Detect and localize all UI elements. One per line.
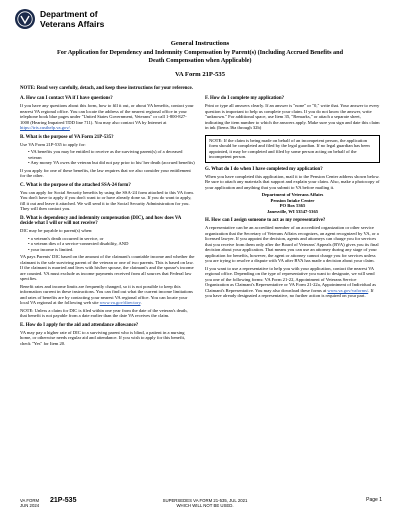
- footer-form-number: 21P-535: [50, 497, 77, 504]
- section-e: [20, 323, 195, 347]
- footer-supersedes-line1: SUPERSEDES VA FORM 21-535, JUL 2021: [162, 498, 248, 503]
- section-b-intro: Use VA Form 21P-535 to apply for:: [20, 141, 86, 147]
- section-a-body: If you have any questions about this form, how to fill it out, or about VA benefits, contact your nearest VA regional office. You can locate the address of the nearest regional office in your telephone book blue pages under "United States Government, Veterans" or call 1-800-827-1000 (Hearing Impaired TDD line 711). You may also contact VA by Internet at: [20, 103, 194, 125]
- va-header: [14, 6, 214, 36]
- agency-line1: Department of: [40, 9, 98, 19]
- section-h-heading: H. How can I assign someone to act as my representative?: [205, 218, 326, 224]
- top-note-label: NOTE:: [20, 86, 36, 91]
- agency-line2: Veterans Affairs: [40, 19, 105, 29]
- section-d-heading: D. What is dependency and indemnity compensation (DIC), and how does VA decide what I will or will not receive?: [20, 215, 182, 226]
- footer-supersedes: [140, 498, 270, 508]
- footer-supersedes-line2: WHICH WILL NOT BE USED.: [176, 503, 234, 508]
- section-e-text: VA may pay a higher rate of DIC to a surviving parent who is blind, a patient in a nursing home, or otherwise needs regular aid and attendance. If you wish to apply for this benefit, check "Yes" for Item 20.: [20, 329, 186, 346]
- top-note: [20, 86, 193, 91]
- doc-subtitle: [0, 49, 400, 64]
- section-d-list: [28, 236, 195, 253]
- section-b-list: [28, 149, 195, 166]
- list-item: • a veteran dies of a service-connected disability, AND: [28, 241, 195, 247]
- section-h-forms: [205, 266, 380, 299]
- form-number-title: VA Form 21P-535: [174, 71, 226, 78]
- section-g-text: When you have completed this application, mail it to the Pension Center address shown below. Be sure to attach any materials that support and explain your claim. Also, make a photocopy of your application and anything that you submit to VA before mailing it.: [205, 173, 380, 190]
- doc-subtitle-line1: For Application for Dependency and Indemnity Compensation by Parent(s) (Including Accrued Benefits and: [56, 49, 344, 56]
- section-d-rates: [20, 284, 195, 306]
- doc-title: General Instructions: [170, 40, 230, 47]
- ask-va-link[interactable]: https://iris.custhelp.va.gov/: [20, 125, 70, 130]
- section-g-heading: G. What do I do when I have completed my application?: [205, 166, 323, 172]
- list-item: • VA benefits you may be entitled to receive as the surviving parent(s) of a deceased veteran: [28, 149, 195, 160]
- address-line: PO Box 5365: [279, 203, 306, 209]
- section-f-text: Print or type all answers clearly. If an answer is "none" or "0," write that. Your answer to every question is important to help us complete your claim. If you do not know the answer, write "unknown." For additional space, use Item 35, "Remarks," or attach a separate sheet, indicating the item number to which the answers apply. Make sure you sign and date this claim in ink (Items 36a through 32b): [205, 103, 380, 130]
- footer-form-meta: [20, 498, 39, 508]
- right-column: [205, 96, 380, 303]
- section-d-rates-body: Benefit rates and income limits are frequently changed, so it is not possible to keep this information current in these instructions. You can find out what the current income limitations and rates of benefits are by contacting your nearest VA regional office. You can locate your local VA regional at the following web site: [20, 283, 193, 305]
- section-c: [20, 183, 195, 212]
- section-h-text: A representative can be an accredited member of an accredited organization or other service organization that the Secretary of Veterans Affairs recognizes, an agent recognized by VA, or a licensed lawyer. If you appoint the decision, agents and attorneys can charge you for services that you receive from them only after the Board of Veterans' Appeals (BVA) gives you its final decision about your application. That means you can use an attorney during any stage of your application for benefits, however, the agent or attorney cannot charge you for services unless you are trying to resolve a dispute with VA after BVA has made a decision about your claim.: [205, 225, 379, 264]
- section-e-heading: E. How do I apply for the aid and attendance allowance?: [20, 322, 139, 328]
- address-line: Janesville, WI 53547-5365: [266, 208, 319, 214]
- va-seal-icon: [14, 8, 36, 30]
- footer-form-label: VA FORM: [20, 498, 40, 503]
- left-column: [20, 96, 195, 350]
- address-line: Pension Intake Center: [270, 197, 315, 203]
- list-item: • Any money VA owes the veteran but did not pay prior to his/ her death (accrued benefits): [28, 160, 195, 166]
- section-h-forms-body: If you want to use a representative to help you with your application, contact the nearest VA regional office. Depending on the type of representative you want to designate, we will send you one of the following forms: VA Form 21-22, Appointment of Veterans Service Organization as Claimant's Representative or VA Form 21-22a, Appointment of Individual as Claimant's Representative. You may also download these forms at: [205, 265, 377, 293]
- section-b: [20, 135, 195, 179]
- section-b-text: If you apply for one of these benefits, the law requires that we also consider your entitlement for the other.: [20, 167, 191, 178]
- list-item: • your income is limited.: [28, 247, 195, 253]
- section-d-note: NOTE: Unless a claim for DIC is filed within one year from the date of the veteran's death, that benefit is not payable from a date earlier than the date VA receives the claim.: [20, 307, 188, 318]
- section-g: [205, 167, 380, 215]
- section-h: [205, 218, 380, 299]
- section-f-heading: F. How do I complete my application?: [205, 96, 285, 101]
- section-f: [205, 96, 380, 131]
- list-item: • a veteran's death occurred in service, or: [28, 236, 195, 242]
- section-c-text: You can apply for Social Security benefits by using the SSA-24 form attached to this VA form. You don't have to apply if you don't want to or have already done so. If you do want to apply, fill it out and leave it attached. We will send it to the Social Security Administration for you. They will then contact you.: [20, 189, 195, 211]
- doc-subtitle-line2: Death Compensation when Applicable): [148, 56, 252, 64]
- mailing-address: [205, 192, 380, 214]
- section-d: [20, 216, 195, 319]
- section-d-rates-end: .: [140, 300, 142, 305]
- section-a-heading: A. How can I contact VA if I have questions?: [20, 96, 113, 101]
- agency-name: [40, 9, 104, 29]
- address-line: Department of Veterans Affairs: [261, 192, 324, 197]
- footer-date: JUN 2024: [20, 503, 40, 508]
- incompetent-note-box: NOTE: If the claim is being made on behalf of an incompetent person, the application form should be completed and filed by the legal guardian. If no legal guardian has been appointed, it may be completed and filed by some person acting on behalf of the incompetent person.: [205, 135, 380, 163]
- section-d-intro: DIC may be payable to parent(s) when:: [20, 228, 93, 233]
- va-directory-link[interactable]: www.va.gov/directory: [99, 300, 141, 305]
- section-h-forms-end: . If you have already designated a representative, no further action is required on your part.: [205, 287, 374, 299]
- section-b-heading: B. What is the purpose of VA Form 21P-535?: [20, 134, 114, 140]
- section-c-heading: C. What is the purpose of the attached SSA-24 form?: [20, 182, 131, 188]
- va-forms-link[interactable]: www.va.gov/vaforms/: [327, 287, 369, 293]
- page-number: Page 1: [366, 497, 382, 503]
- section-a-end: .: [69, 125, 72, 130]
- section-a-text: [20, 103, 195, 131]
- top-note-text: Read very carefully, detach, and keep these instructions for your reference.: [36, 86, 193, 91]
- section-d-text: VA pays Parents' DIC based on the amount of the claimant's countable income and whether the claimant is the sole surviving parent of the veteran or one of two parents. This is based on law. If the claimant is married and lives with his/her spouse, the claimant's and the spouse's income are counted. VA must exclude as income payments received from all sources that Federal law specifies.: [20, 254, 195, 281]
- section-a: [20, 96, 195, 131]
